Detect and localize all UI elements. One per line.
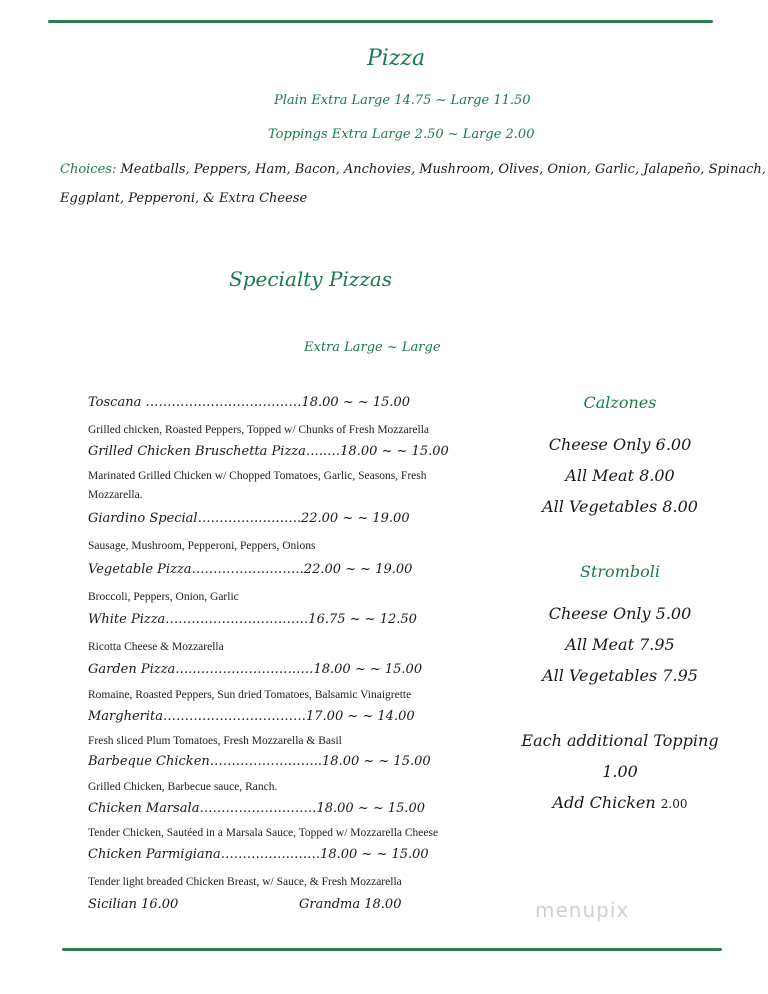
stromboli-line-3: All Vegetables 7.95	[542, 666, 698, 685]
add-chicken-label: Add Chicken	[552, 793, 656, 812]
specialty-item-name: Giardino Special…………….……..22.00 ~ ~ 19.00	[88, 511, 410, 526]
choices-label: Choices:	[60, 162, 117, 177]
grandma-price: Grandma 18.00	[299, 897, 402, 912]
stromboli-line-2: All Meat 7.95	[565, 635, 675, 654]
add-chicken	[500, 793, 740, 812]
calzone-line-2: All Meat 8.00	[565, 466, 675, 485]
add-chicken-price: 2.00	[660, 797, 688, 811]
specialty-item-description: Tender Chicken, Sautéed in a Marsala Sauce, Topped w/ Mozzarella Cheese	[88, 827, 439, 839]
stromboli-line-1: Cheese Only 5.00	[548, 604, 692, 623]
specialty-item-name: Toscana ………………………………18.00 ~ ~ 15.00	[88, 395, 411, 410]
specialty-item-description: Tender light breaded Chicken Breast, w/ Sauce, & Fresh Mozzarella	[88, 876, 402, 888]
specialty-item-description: Ricotta Cheese & Mozzarella	[88, 641, 224, 653]
specialty-item-description: Marinated Grilled Chicken w/ Chopped Tomatoes, Garlic, Seasons, Fresh	[88, 470, 427, 482]
specialty-item-name: Barbeque Chicken……………………..18.00 ~ ~ 15.00	[88, 754, 431, 769]
bottom-divider	[62, 948, 722, 951]
specialty-item-name: Margherita……………………………17.00 ~ ~ 14.00	[88, 709, 415, 724]
specialty-item-name: Grilled Chicken Bruschetta Pizza…..…18.00 ~ ~ 15.00	[88, 444, 449, 459]
specialty-item-description: Grilled chicken, Roasted Peppers, Topped w/ Chunks of Fresh Mozzarella	[88, 424, 430, 436]
stromboli-title: Stromboli	[580, 562, 660, 581]
sicilian-price: Sicilian 16.00	[88, 897, 179, 912]
specialty-sizes: Extra Large ~ Large	[304, 340, 441, 355]
choices-text-2: Eggplant, Pepperoni, & Extra Cheese	[60, 191, 308, 206]
pizza-plain-price: Plain Extra Large 14.75 ~ Large 11.50	[274, 93, 531, 108]
specialty-title: Specialty Pizzas	[229, 267, 393, 291]
calzones-title: Calzones	[583, 393, 657, 412]
specialty-item-name: Garden Pizza…..………………………18.00 ~ ~ 15.00	[88, 662, 423, 677]
calzone-line-1: Cheese Only 6.00	[548, 435, 692, 454]
specialty-item-name: Chicken Parmigiana……………..……18.00 ~ ~ 15.00	[88, 847, 429, 862]
specialty-item-description: Sausage, Mushroom, Pepperoni, Peppers, Onions	[88, 540, 316, 552]
specialty-item-name: Vegetable Pizza……………….…….22.00 ~ ~ 19.00	[88, 562, 413, 577]
pizza-toppings-price: Toppings Extra Large 2.50 ~ Large 2.00	[268, 127, 535, 142]
specialty-item-description: Broccoli, Peppers, Onion, Garlic	[88, 591, 239, 603]
top-divider	[48, 20, 713, 23]
choices-text-1: Meatballs, Peppers, Ham, Bacon, Anchovies, Mushroom, Olives, Onion, Garlic, Jalapeño, Spinach,	[120, 162, 766, 177]
specialty-item-description: Grilled Chicken, Barbecue sauce, Ranch.	[88, 781, 278, 793]
specialty-item-name: Chicken Marsala………………………18.00 ~ ~ 15.00	[88, 801, 426, 816]
specialty-item-description: Fresh sliced Plum Tomatoes, Fresh Mozzarella & Basil	[88, 735, 342, 747]
additional-topping-price: 1.00	[602, 762, 638, 781]
calzone-line-3: All Vegetables 8.00	[542, 497, 698, 516]
additional-topping: Each additional Topping	[521, 731, 719, 750]
specialty-item-name: White Pizza……………………………16.75 ~ ~ 12.50	[88, 612, 417, 627]
pizza-title: Pizza	[367, 46, 426, 71]
specialty-item-description-cont: Mozzarella.	[88, 489, 143, 501]
specialty-item-description: Romaine, Roasted Peppers, Sun dried Tomatoes, Balsamic Vinaigrette	[88, 689, 412, 701]
watermark-logo: menupix	[535, 898, 630, 922]
pizza-choices	[60, 155, 766, 184]
